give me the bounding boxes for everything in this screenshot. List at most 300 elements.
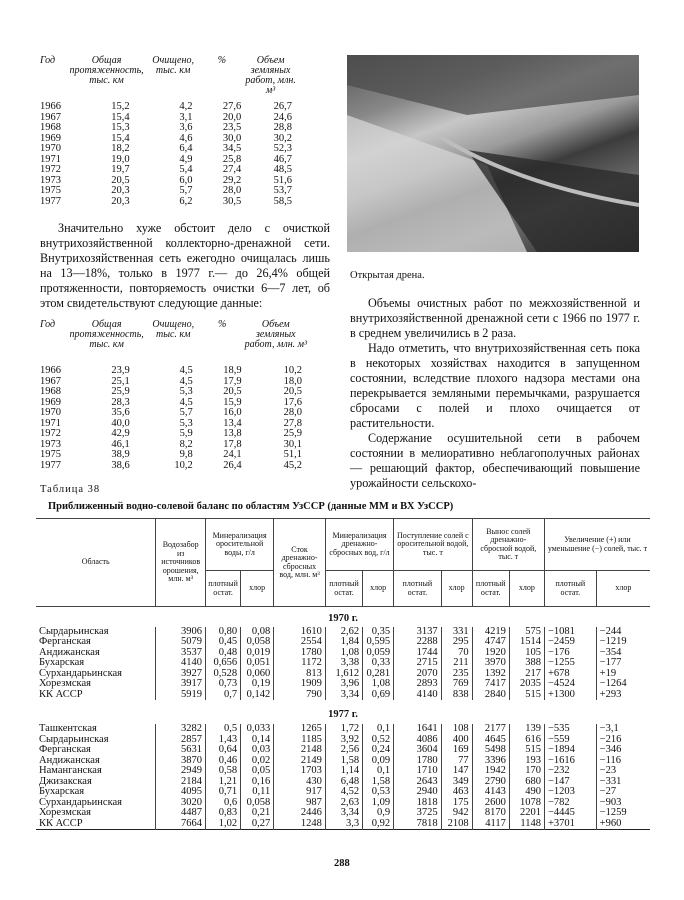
table-cell: 0,24 xyxy=(363,745,394,756)
table-cell: 4140 xyxy=(156,658,206,669)
table-cell: 3137 xyxy=(394,627,442,638)
table-cell: 3537 xyxy=(156,648,206,659)
table-cell: 400 xyxy=(441,735,472,746)
table-cell: 23,9 xyxy=(111,365,130,376)
table-cell: 4645 xyxy=(472,735,509,746)
table-cell: 2554 xyxy=(274,637,326,648)
table-cell: −244 xyxy=(596,627,650,638)
col-length: Общая протяженность, тыс. км xyxy=(69,319,144,350)
table-cell: 0,52 xyxy=(363,735,394,746)
table-cell: 1185 xyxy=(274,735,326,746)
col-percent: % xyxy=(218,319,227,330)
table-2 xyxy=(40,320,330,471)
sub-chlor: хлор xyxy=(441,571,472,607)
col-cleaned: Очищено, тыс. км xyxy=(152,55,194,76)
table-cell: 515 xyxy=(509,690,544,701)
table-cell: 38,6 xyxy=(111,459,130,471)
sub-chlor: хлор xyxy=(241,571,274,607)
table-cell: 18,2 xyxy=(111,143,130,154)
table-row xyxy=(36,787,650,798)
year-1977-heading: 1977 г. xyxy=(328,708,358,720)
region-name: Ферганская xyxy=(39,636,91,647)
table-cell: 4,52 xyxy=(325,787,362,798)
table-cell: 0,27 xyxy=(241,819,274,830)
table-cell: 1975 xyxy=(40,449,61,460)
table-cell: 1641 xyxy=(394,724,442,735)
rows-1970 xyxy=(36,627,650,701)
table-cell: 10,2 xyxy=(283,365,302,376)
table-cell: −116 xyxy=(596,756,650,767)
table-cell: 5631 xyxy=(156,745,206,756)
table-cell: 1514 xyxy=(509,637,544,648)
table-row xyxy=(40,398,310,409)
table-cell: 58,5 xyxy=(273,195,292,207)
table-cell: 1265 xyxy=(274,724,326,735)
table-cell: 1967 xyxy=(40,111,61,123)
rows-1977 xyxy=(36,724,650,830)
table-cell: 0,58 xyxy=(206,766,241,777)
table-cell: 1967 xyxy=(40,375,61,387)
table-cell: 19,0 xyxy=(111,153,130,165)
table-cell: 4,9 xyxy=(179,153,193,165)
table-cell: 1977 xyxy=(40,459,61,471)
table-cell: 2,62 xyxy=(325,627,362,638)
table-cell: 4095 xyxy=(156,787,206,798)
table-cell: 3,1 xyxy=(179,111,193,123)
table-cell: 9,8 xyxy=(179,449,193,460)
sub-dense: плотный остат. xyxy=(544,571,596,607)
table-cell: 790 xyxy=(274,690,326,701)
table-cell: 5498 xyxy=(472,745,509,756)
table-cell: 15,4 xyxy=(111,111,130,123)
table-cell: −176 xyxy=(544,648,596,659)
table-cell: 5,7 xyxy=(179,185,193,196)
region-name: Андижанская xyxy=(39,646,100,658)
col-water-intake: Водозабор из источников орошения, млн. м³ xyxy=(156,519,206,607)
table-cell: 20,3 xyxy=(111,195,130,207)
paragraph-4: Содержание осушительной сети в рабочем состоянии в мелиоративно неблагополучных районах — решающий фактор, обеспечивающий повышение урожайности сельскохо- xyxy=(350,431,640,490)
table-row xyxy=(40,419,310,430)
table-cell: 349 xyxy=(441,777,472,788)
table-cell: 4143 xyxy=(472,787,509,798)
table-cell: 2446 xyxy=(274,808,326,819)
table-cell: 2201 xyxy=(509,808,544,819)
table-cell: −1081 xyxy=(544,627,596,638)
paragraph-1-text: Значительно хуже обстоит дело с очисткой внутрихозяйственной коллекторно-дренажной сети. Внутрихозяйственная сеть ежегодно очищалась лишь на 13—18%, только в 1977 г.— до 26,4% общей протяженности, повторяемость очистки 6—7 лет, об этом свидетельствуют следующие данные: xyxy=(40,221,330,310)
table-cell: 24,1 xyxy=(223,449,242,460)
table-cell: 942 xyxy=(441,808,472,819)
table-cell: 2715 xyxy=(394,658,442,669)
table-row xyxy=(36,724,650,735)
table-cell: 70 xyxy=(441,648,472,659)
col-drain-flow: Сток дренажно-сбросных вод, млн. м³ xyxy=(274,519,326,607)
table-row xyxy=(36,690,650,701)
table-label: Таблица 38 xyxy=(40,484,101,495)
drain-photo-illustration xyxy=(347,55,639,252)
table-cell: −23 xyxy=(596,766,650,777)
table-cell: 18,9 xyxy=(223,365,242,376)
sub-chlor: хлор xyxy=(363,571,394,607)
table-cell: 2857 xyxy=(156,735,206,746)
table-cell: 0,1 xyxy=(363,766,394,777)
table-cell: 813 xyxy=(274,669,326,680)
region-name: Ташкентская xyxy=(39,723,97,734)
table-cell: 1909 xyxy=(274,679,326,690)
col-volume: Объем земляных работ, млн. м³ xyxy=(244,319,308,350)
region-name: Ферганская xyxy=(39,744,91,755)
table-cell: −1264 xyxy=(596,679,650,690)
table-cell: 5,9 xyxy=(179,428,193,439)
sub-dense: плотный остат. xyxy=(394,571,442,607)
table-cell: 27,6 xyxy=(222,101,242,112)
table-cell: 430 xyxy=(274,777,326,788)
table-cell: 0,71 xyxy=(206,787,241,798)
balance-table-title: Приближенный водно-солевой баланс по областям УзССР (данные ММ и ВХ УзССР) xyxy=(48,501,454,512)
table-cell: 2643 xyxy=(394,777,442,788)
table-cell: 26,4 xyxy=(223,459,242,471)
table-cell: 175 xyxy=(441,798,472,809)
table-cell: 0,46 xyxy=(206,756,241,767)
table-row xyxy=(36,637,650,648)
table-cell: 0,060 xyxy=(241,669,274,680)
table-cell: 3,3 xyxy=(325,819,362,830)
table-cell: 1942 xyxy=(472,766,509,777)
table-cell: 20,5 xyxy=(283,386,302,397)
region-name: Сырдарьинская xyxy=(39,625,109,637)
table-cell: 30,5 xyxy=(222,195,242,207)
table-cell: 139 xyxy=(509,724,544,735)
region-name: Сырдарьинская xyxy=(39,733,109,745)
table-cell: 4747 xyxy=(472,637,509,648)
table-cell: 5079 xyxy=(156,637,206,648)
table-cell: 4,5 xyxy=(179,365,193,376)
table-cell: 13,4 xyxy=(223,417,242,429)
table-cell: 1971 xyxy=(40,153,61,165)
table-cell: 16,0 xyxy=(223,407,242,418)
table-cell: 1971 xyxy=(40,417,61,429)
table-cell: −559 xyxy=(544,735,596,746)
table-row xyxy=(40,197,300,208)
table-cell: 26,7 xyxy=(273,101,292,112)
table-cell: 15,4 xyxy=(111,132,130,144)
col-year: Год xyxy=(40,55,56,66)
table-cell: −1203 xyxy=(544,787,596,798)
table-cell: 193 xyxy=(509,756,544,767)
table-cell: +19 xyxy=(596,669,650,680)
table-cell: 0,033 xyxy=(241,724,274,735)
photo-caption: Открытая дрена. xyxy=(350,270,425,281)
table-cell: 77 xyxy=(441,756,472,767)
table-cell: +960 xyxy=(596,819,650,830)
table-row xyxy=(40,440,310,451)
table-cell: 0,02 xyxy=(241,756,274,767)
table-row xyxy=(40,377,310,388)
table-cell: 2600 xyxy=(472,798,509,809)
paragraph-2: Объемы очистных работ по межхозяйственной и внутрихозяйственной дренажной сети с 1966 по 1977 г. в среднем увеличились в 2 раза. xyxy=(350,296,640,340)
table-cell: 0,35 xyxy=(363,627,394,638)
table-cell: 3870 xyxy=(156,756,206,767)
table-cell: −535 xyxy=(544,724,596,735)
col-drain-mineralization: Минерализация дренажно-сбросных вод, г/л xyxy=(325,519,393,571)
table-cell: 4,6 xyxy=(179,132,193,144)
table-cell: +293 xyxy=(596,690,650,701)
table-cell: 616 xyxy=(509,735,544,746)
table-cell: 4,2 xyxy=(179,101,193,112)
table-cell: 0,1 xyxy=(363,724,394,735)
table-cell: 1970 xyxy=(40,407,61,418)
table-cell: 15,3 xyxy=(111,122,130,133)
table-cell: 490 xyxy=(509,787,544,798)
table-cell: 2070 xyxy=(394,669,442,680)
table-cell: 169 xyxy=(441,745,472,756)
table-cell: 1392 xyxy=(472,669,509,680)
table-cell: 7664 xyxy=(156,819,206,830)
table-cell: 20,5 xyxy=(111,174,130,186)
year-1970-heading: 1970 г. xyxy=(328,612,358,624)
table-row xyxy=(36,745,650,756)
table-cell: 987 xyxy=(274,798,326,809)
table-cell: 1,02 xyxy=(206,819,241,830)
table-cell: 170 xyxy=(509,766,544,777)
table-cell: 3970 xyxy=(472,658,509,669)
table-cell: 30,2 xyxy=(273,132,292,144)
table-row xyxy=(40,387,310,398)
table-cell: 25,9 xyxy=(111,386,130,397)
table-cell: 4487 xyxy=(156,808,206,819)
table-cell: 6,2 xyxy=(179,195,193,207)
table-cell: 6,4 xyxy=(179,143,193,154)
table-row xyxy=(40,429,310,440)
table-cell: −903 xyxy=(596,798,650,809)
table-cell: 15,2 xyxy=(111,101,130,112)
table-cell: 34,5 xyxy=(222,143,242,154)
table-cell: −216 xyxy=(596,735,650,746)
table-row xyxy=(40,176,300,187)
region-name: КК АССР xyxy=(39,817,83,829)
table-cell: 0,16 xyxy=(241,777,274,788)
table-cell: +3701 xyxy=(544,819,596,830)
table-row xyxy=(40,113,300,124)
table-cell: 1,21 xyxy=(206,777,241,788)
table-cell: 20,0 xyxy=(222,111,242,123)
table-cell: 3,34 xyxy=(325,808,362,819)
table-cell: −354 xyxy=(596,648,650,659)
paragraph-3: Надо отметить, что внутрихозяйственная сеть пока в некоторых хозяйствах находится в запущенном состоянии, вследствие плохого надзора местами она перекрывается земляными перемычками, разрушается сбросами с полей и плохо очищается от растительности. xyxy=(350,341,640,430)
table-cell: 40,0 xyxy=(111,417,130,429)
table-cell: 295 xyxy=(441,637,472,648)
table-cell: 0,69 xyxy=(363,690,394,701)
table-cell: 0,73 xyxy=(206,679,241,690)
col-region: Область xyxy=(36,519,156,607)
table-cell: 2184 xyxy=(156,777,206,788)
table-cell: 0,142 xyxy=(241,690,274,701)
table-cell: 769 xyxy=(441,679,472,690)
balance-table xyxy=(36,518,650,830)
table-cell: 27,4 xyxy=(222,164,242,175)
table-cell: 4,5 xyxy=(179,396,193,408)
table-cell: 0,7 xyxy=(206,690,241,701)
table-cell: 0,058 xyxy=(241,798,274,809)
table-row xyxy=(40,144,300,155)
table-row xyxy=(40,165,300,176)
table-cell: 0,5 xyxy=(206,724,241,735)
table-cell: 5,3 xyxy=(179,386,193,397)
col-volume: Объем земляных работ, млн. м³ xyxy=(245,55,296,96)
table-cell: 235 xyxy=(441,669,472,680)
table-cell: 10,2 xyxy=(174,459,193,471)
table-cell: 53,7 xyxy=(273,185,292,196)
table-cell: 1966 xyxy=(40,101,61,112)
region-name: Сурхандарьинская xyxy=(39,796,123,808)
table-cell: 331 xyxy=(441,627,472,638)
table-cell: 0,48 xyxy=(206,648,241,659)
table-cell: 2,63 xyxy=(325,798,362,809)
table-cell: 1972 xyxy=(40,164,61,175)
table-cell: 24,6 xyxy=(273,111,292,123)
table-cell: 1,58 xyxy=(325,756,362,767)
table-cell: −3,1 xyxy=(596,724,650,735)
table-cell: 25,9 xyxy=(283,428,302,439)
table-cell: 1,84 xyxy=(325,637,362,648)
table-cell: 1148 xyxy=(509,819,544,830)
table-cell: 0,9 xyxy=(363,808,394,819)
table-cell: −1616 xyxy=(544,756,596,767)
table-cell: 575 xyxy=(509,627,544,638)
table-cell: 0,281 xyxy=(363,669,394,680)
table-cell: 3,92 xyxy=(325,735,362,746)
table-cell: 5919 xyxy=(156,690,206,701)
table-cell: 38,9 xyxy=(111,449,130,460)
col-salt-outflow: Вынос солей дренажно-сбросной водой, тыс. т xyxy=(472,519,544,571)
table-cell: 2940 xyxy=(394,787,442,798)
table-row xyxy=(36,679,650,690)
table-cell: 7818 xyxy=(394,819,442,830)
table-cell: 0,051 xyxy=(241,658,274,669)
table-cell: 30,0 xyxy=(222,132,242,144)
region-name: Бухарская xyxy=(39,786,85,797)
sub-dense: плотный остат. xyxy=(472,571,509,607)
table-cell: −2459 xyxy=(544,637,596,648)
table-cell: 28,8 xyxy=(273,122,292,133)
table-cell: 30,1 xyxy=(283,438,302,450)
table-cell: 0,528 xyxy=(206,669,241,680)
table-cell: 2035 xyxy=(509,679,544,690)
table-cell: −1255 xyxy=(544,658,596,669)
table-cell: 28,0 xyxy=(283,407,302,418)
table-cell: 0,14 xyxy=(241,735,274,746)
table-cell: 3,38 xyxy=(325,658,362,669)
table-cell: −4524 xyxy=(544,679,596,690)
table-cell: 0,09 xyxy=(363,756,394,767)
table-row xyxy=(40,155,300,166)
table-cell: 5,4 xyxy=(179,164,193,175)
table-cell: 108 xyxy=(441,724,472,735)
table-cell: 2840 xyxy=(472,690,509,701)
table-row xyxy=(40,123,300,134)
table-cell: 1,72 xyxy=(325,724,362,735)
region-name: Наманганская xyxy=(39,765,102,776)
table-cell: 0,08 xyxy=(241,627,274,638)
table-cell: 1968 xyxy=(40,386,61,397)
table-cell: 3,6 xyxy=(179,122,193,133)
table-cell: 2108 xyxy=(441,819,472,830)
table-cell: 1,58 xyxy=(363,777,394,788)
col-year: Год xyxy=(40,319,56,330)
region-name: Джизакская xyxy=(39,775,92,787)
table-cell: −27 xyxy=(596,787,650,798)
table-cell: 1,43 xyxy=(206,735,241,746)
table-cell: 1710 xyxy=(394,766,442,777)
table-cell: 5,3 xyxy=(179,417,193,429)
table-cell: 217 xyxy=(509,669,544,680)
table-cell: 838 xyxy=(441,690,472,701)
region-name: Хорезмская xyxy=(39,807,91,818)
table-cell: 51,6 xyxy=(273,174,292,186)
table-cell: 19,7 xyxy=(111,164,130,175)
table-cell: 5,7 xyxy=(179,407,193,418)
table-cell: 0,33 xyxy=(363,658,394,669)
table-row xyxy=(40,102,300,113)
region-name: Сурхандарьинская xyxy=(39,667,123,679)
table-cell: 1818 xyxy=(394,798,442,809)
table-cell: 3282 xyxy=(156,724,206,735)
table-cell: 0,64 xyxy=(206,745,241,756)
table-cell: 3396 xyxy=(472,756,509,767)
table-cell: 4,5 xyxy=(179,375,193,387)
table-cell: 25,1 xyxy=(111,375,130,387)
table-cell: 1744 xyxy=(394,648,442,659)
table-cell: 0,05 xyxy=(241,766,274,777)
table-cell: 0,6 xyxy=(206,798,241,809)
table-row xyxy=(40,366,310,377)
sub-dense: плотный остат. xyxy=(206,571,241,607)
table-cell: 4117 xyxy=(472,819,509,830)
table-cell: −147 xyxy=(544,777,596,788)
table-cell: 3906 xyxy=(156,627,206,638)
table-cell: 0,19 xyxy=(241,679,274,690)
col-length: Общая протяженность, тыс. км xyxy=(69,55,144,86)
table-cell: −232 xyxy=(544,766,596,777)
table-cell: 17,9 xyxy=(223,375,242,387)
table-row xyxy=(36,658,650,669)
table-cell: 1,08 xyxy=(325,648,362,659)
table-cell: 1248 xyxy=(274,819,326,830)
table-cell: −346 xyxy=(596,745,650,756)
table-cell: 1968 xyxy=(40,122,61,133)
table-cell: 8,2 xyxy=(179,438,193,450)
table-cell: 0,059 xyxy=(363,648,394,659)
table-cell: 0,656 xyxy=(206,658,241,669)
table-cell: 105 xyxy=(509,648,544,659)
table-cell: 7417 xyxy=(472,679,509,690)
table-cell: 2149 xyxy=(274,756,326,767)
table-cell: 1975 xyxy=(40,185,61,196)
table-cell: 28,3 xyxy=(111,396,130,408)
table-row xyxy=(36,766,650,777)
table-cell: 1966 xyxy=(40,365,61,376)
table-cell: 46,1 xyxy=(111,438,130,450)
table-cell: 463 xyxy=(441,787,472,798)
table-cell: 0,595 xyxy=(363,637,394,648)
table-cell: 20,5 xyxy=(223,386,242,397)
table-cell: 1972 xyxy=(40,428,61,439)
table-cell: 1969 xyxy=(40,132,61,144)
table-cell: 48,5 xyxy=(273,164,292,175)
table-cell: 45,2 xyxy=(283,459,302,471)
table-cell: 35,6 xyxy=(111,407,130,418)
table-cell: 23,5 xyxy=(222,122,242,133)
table-cell: 3604 xyxy=(394,745,442,756)
